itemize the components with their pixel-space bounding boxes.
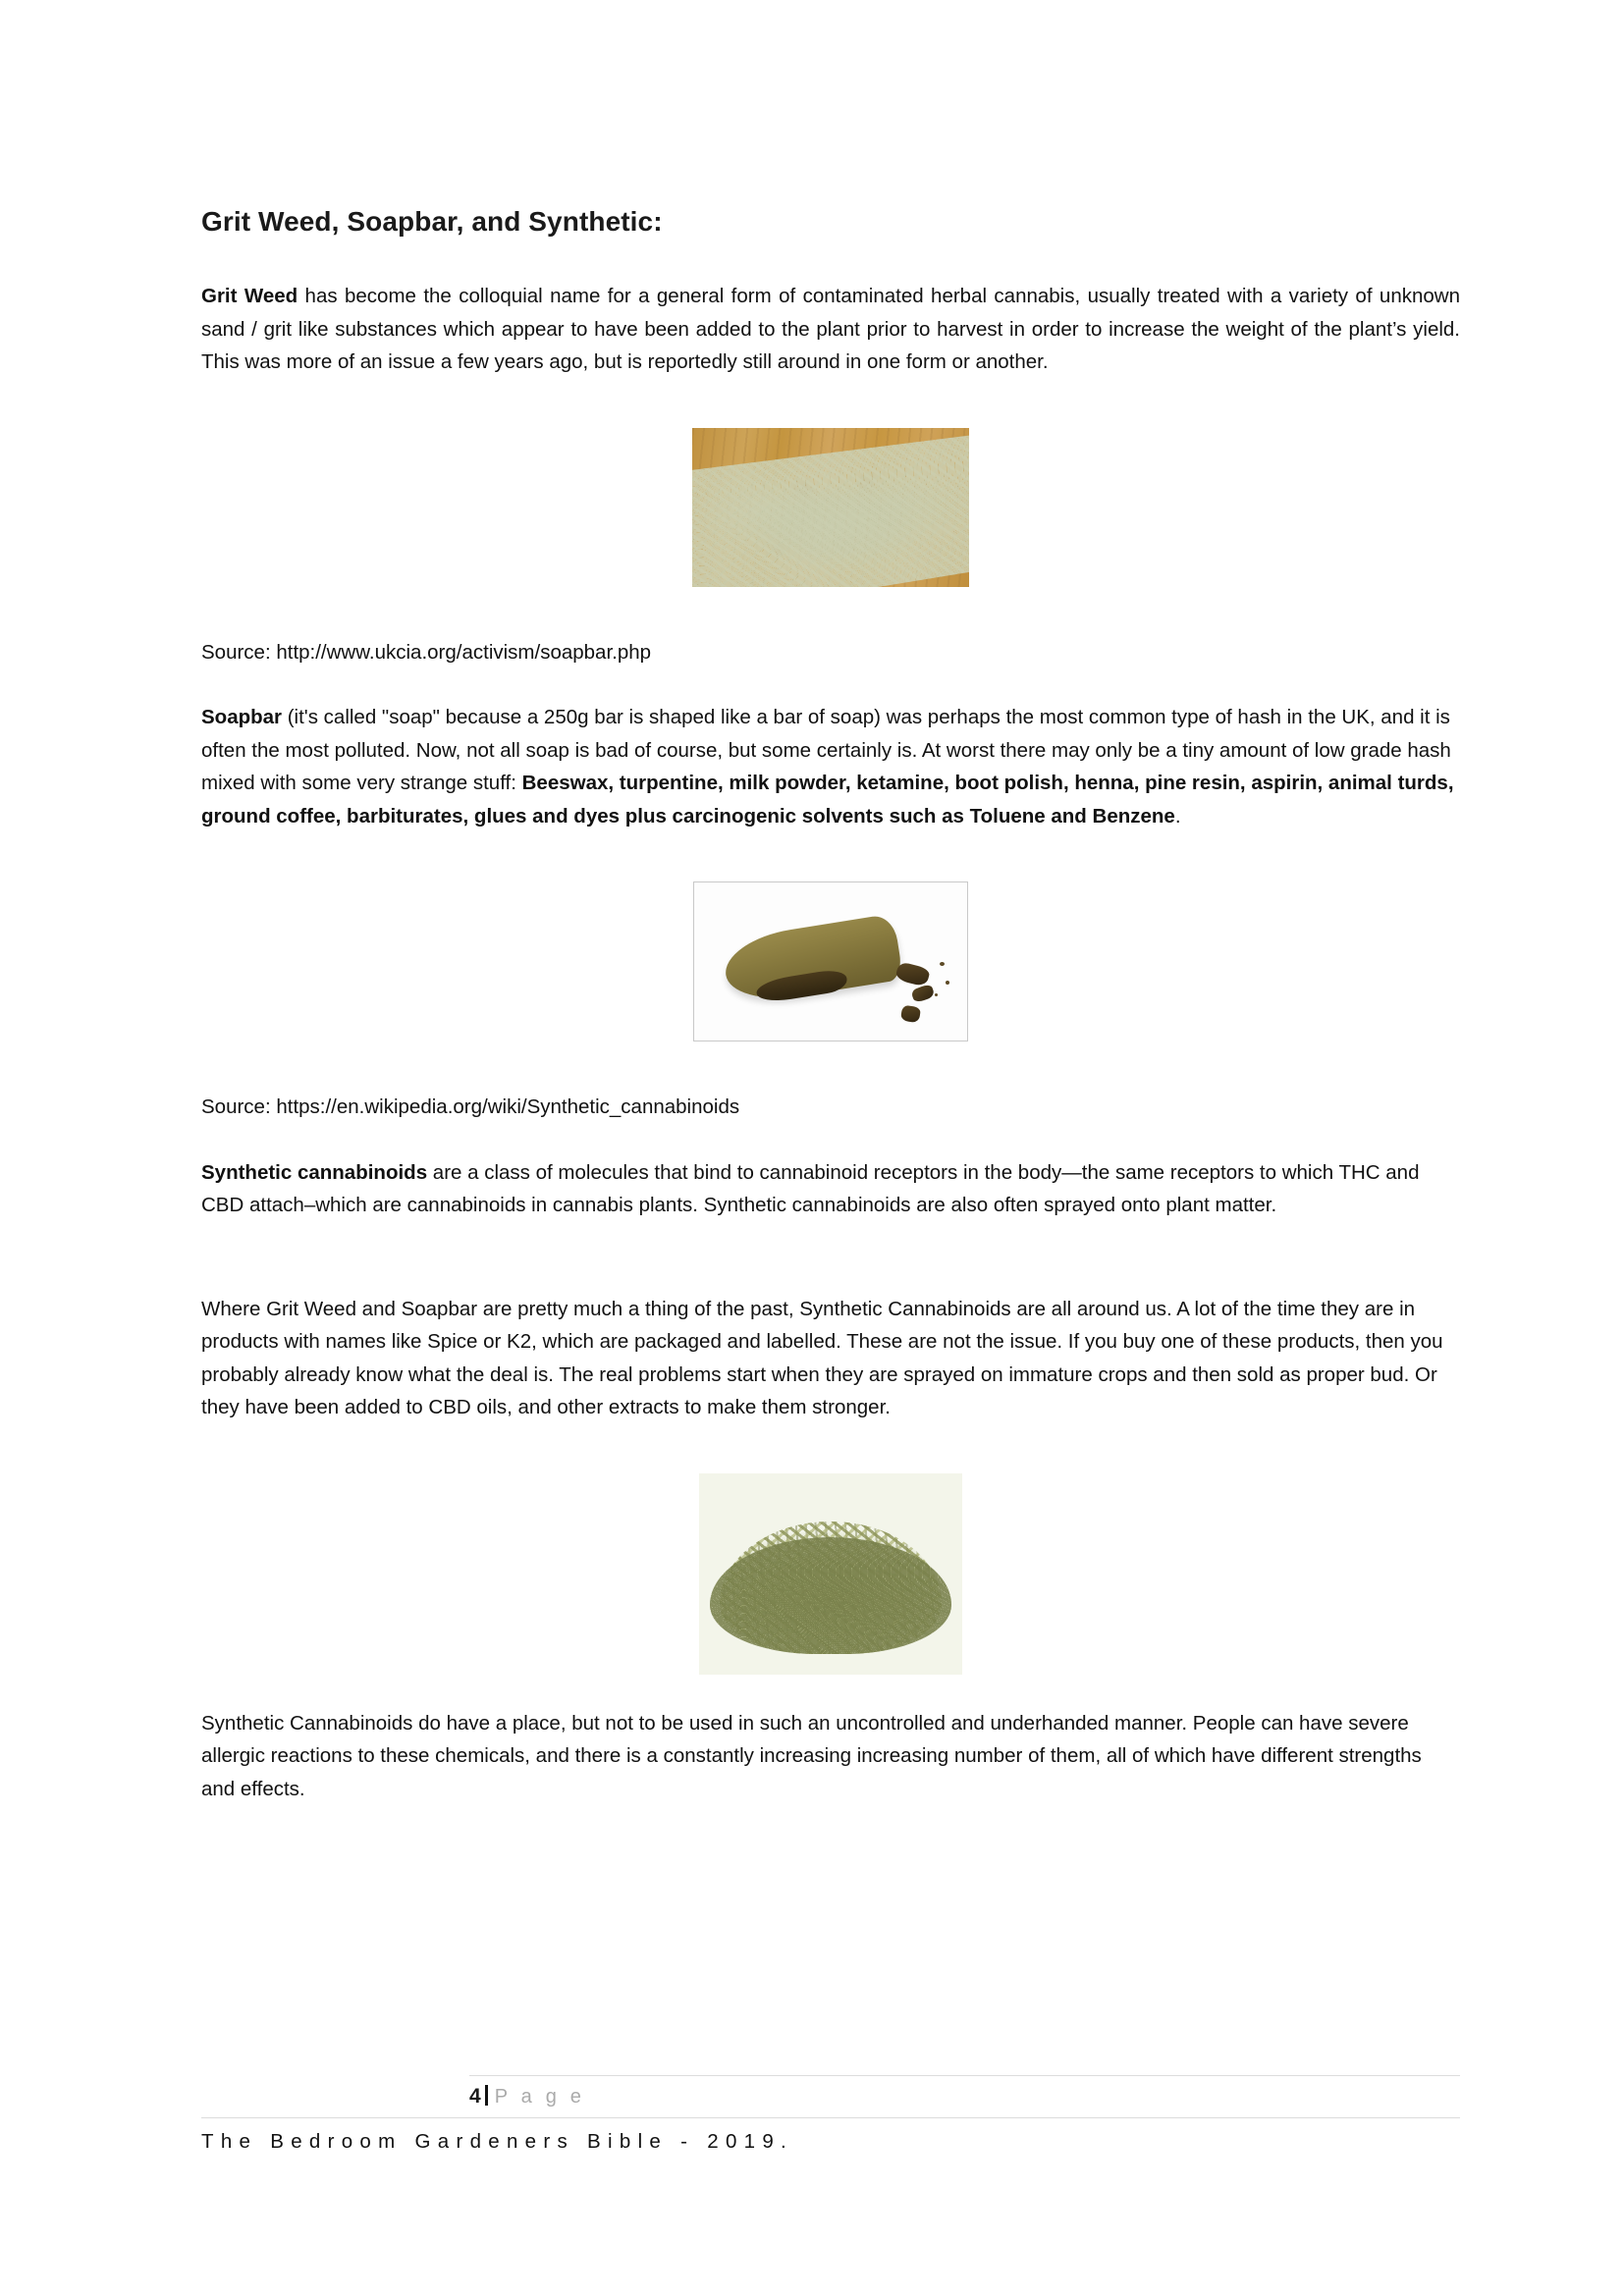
soapbar-contaminants-list: Beeswax, turpentine, milk powder, ketamine, boot polish, henna, pine resin, aspirin, animal turds, ground coffee, barbiturates, glues and dyes plus carcinogenic solvents such as Toluene and Benzene bbox=[201, 772, 1454, 828]
hash-crumb bbox=[894, 961, 931, 988]
spacer bbox=[201, 832, 1460, 881]
spacer bbox=[201, 379, 1460, 428]
grit-weed-photo bbox=[692, 428, 969, 587]
spacer bbox=[201, 1222, 1460, 1293]
footer-book-title: The Bedroom Gardeners Bible - 2019. bbox=[201, 2130, 794, 2153]
hash-crumb bbox=[900, 1004, 922, 1023]
hash-slab-shape bbox=[720, 914, 902, 1007]
grit-weed-lead-term: Grit Weed bbox=[201, 285, 298, 307]
spacer bbox=[201, 239, 1460, 280]
hash-crumb bbox=[911, 984, 937, 1004]
spacer bbox=[201, 587, 1460, 636]
source-link-ukcia[interactable]: Source: http://www.ukcia.org/activism/soapbar.php bbox=[201, 640, 652, 664]
soapbar-hash-photo bbox=[693, 881, 968, 1041]
page-number-block bbox=[201, 2076, 1460, 2117]
paragraph-synthetic-definition bbox=[201, 1156, 1460, 1222]
page-content bbox=[201, 0, 1460, 1805]
paragraph-grit-weed bbox=[201, 280, 1460, 379]
page-label: P a g e bbox=[494, 2086, 586, 2108]
spacer bbox=[201, 1041, 1460, 1091]
spacer bbox=[201, 1124, 1460, 1156]
page-number-separator-bar bbox=[485, 2085, 488, 2106]
page-footer bbox=[201, 2075, 1460, 2165]
figure-soapbar-wrap bbox=[201, 881, 1460, 1041]
soapbar-lead-term: Soapbar bbox=[201, 706, 283, 728]
paragraph-conclusion: Synthetic Cannabinoids do have a place, but not to be used in such an uncontrolled and underhanded manner. People can have severe allergic reactions to these chemicals, and there is a constantly increasing increasing number of them, all of which have different strengths and effects. bbox=[201, 1711, 1422, 1800]
spacer bbox=[201, 1675, 1460, 1707]
synthetic-lead-term: Synthetic cannabinoids bbox=[201, 1160, 428, 1184]
sprayed-herb-photo bbox=[699, 1473, 962, 1675]
grit-weed-body: has become the colloquial name for a general form of contaminated herbal cannabis, usually treated with a variety of unknown sand / grit like substances which appear to have been added to the plant prior to harvest in order to increase the weight of the plant’s yield. This was more of an issue a few years ago, but is reportedly still around in one form or another. bbox=[201, 285, 1460, 373]
source-link-wikipedia[interactable]: Source: https://en.wikipedia.org/wiki/Synthetic_cannabinoids bbox=[201, 1095, 740, 1118]
paragraph-soapbar bbox=[201, 701, 1460, 832]
page-number: 4 bbox=[469, 2085, 482, 2108]
spacer bbox=[201, 668, 1460, 701]
spacer bbox=[201, 1424, 1460, 1473]
hash-speck bbox=[946, 981, 949, 985]
paragraph-prevalence: Where Grit Weed and Soapbar are pretty much a thing of the past, Synthetic Cannabinoids are all around us. A lot of the time they are in products with names like Spice or K2, which are packaged and labelled. These are not the issue. If you buy one of these products, then you probably already know what the deal is. The real problems start when they are sprayed on immature crops and then sold as proper bud. Or they have been added to CBD oils, and other extracts to make them stronger. bbox=[201, 1297, 1443, 1418]
hash-speck bbox=[935, 993, 938, 996]
figure-grit-weed-wrap bbox=[201, 428, 1460, 587]
hash-speck bbox=[940, 962, 945, 966]
soapbar-body-first: (it's called "soap" because a 250g bar is shaped like a bar of soap) was perhaps the most common type of hash in the UK, and it is often the most polluted. Now, not all soap is bad of course, but some certainly is. At worst there may only be a tiny amount of low grade hash mixed with some very strange stuff: bbox=[201, 706, 1451, 794]
figure-herb-wrap bbox=[201, 1473, 1460, 1675]
synthetic-definition-body: are a class of molecules that bind to cannabinoid receptors in the body—the same receptors to which THC and CBD attach–which are cannabinoids in cannabis plants. Synthetic cannabinoids are also often sprayed onto plant matter. bbox=[201, 1160, 1420, 1216]
soapbar-body-end: . bbox=[1174, 804, 1181, 828]
page-title: Grit Weed, Soapbar, and Synthetic: bbox=[201, 206, 663, 237]
